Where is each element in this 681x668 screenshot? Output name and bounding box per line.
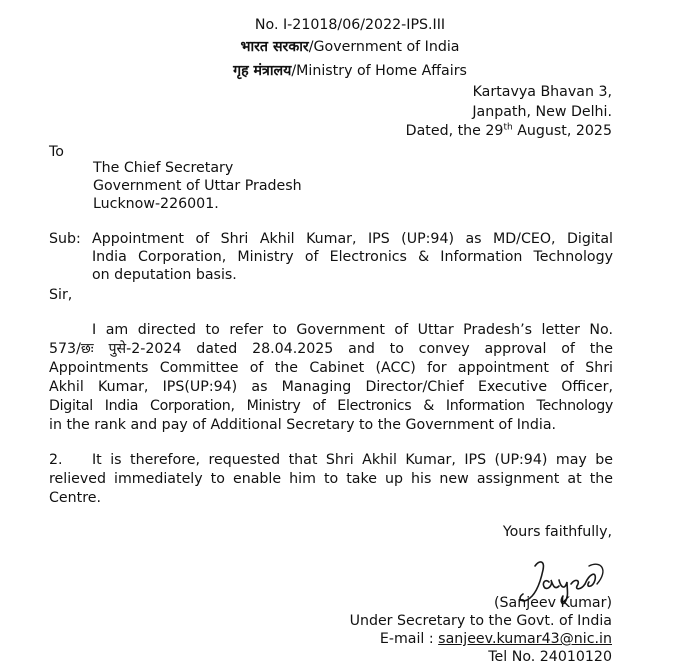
para2-line-1: It is therefore, requested that Shri Akhil Kumar, IPS (UP:94) may be xyxy=(92,452,613,468)
dated-sup: th xyxy=(503,122,513,133)
file-number-text: No. I-21018/06/2022-IPS.III xyxy=(254,17,446,33)
email-line xyxy=(380,629,612,649)
email-label: E-mail : xyxy=(379,631,439,647)
para2-line-3: Centre. xyxy=(49,490,101,506)
para1-line-5: Digital India Corporation, Ministry of Electronics & Information Technology xyxy=(49,398,613,414)
dated-prefix: Dated, the 29 xyxy=(405,123,504,139)
to-label: To xyxy=(49,144,64,160)
subject-line-2: India Corporation, Ministry of Electronics & Information Technology xyxy=(92,249,613,265)
dated-suffix: August, 2025 xyxy=(512,123,612,139)
to-line-1: The Chief Secretary xyxy=(93,160,234,176)
ministry-line xyxy=(160,61,540,81)
govt-english: /Government of India xyxy=(308,39,460,55)
address-line-2: Janpath, New Delhi. xyxy=(472,104,612,120)
para1-line-1: I am directed to refer to Government of Uttar Pradesh’s letter No. xyxy=(92,322,613,338)
para2-number: 2. xyxy=(49,452,63,468)
ministry-english: /Ministry of Home Affairs xyxy=(291,63,467,79)
subject-label: Sub: xyxy=(49,231,81,247)
signatory-designation: Under Secretary to the Govt. of India xyxy=(349,613,612,629)
ministry-hindi: गृह मंत्रालय xyxy=(233,63,292,79)
para2-line-2: relieved immediately to enable him to take up his new assignment at the xyxy=(49,471,613,487)
yours-faithfully: Yours faithfully, xyxy=(502,524,612,540)
signatory-name: (Sanjeev Kumar) xyxy=(493,595,612,611)
to-line-2: Government of Uttar Pradesh xyxy=(93,178,302,194)
file-number xyxy=(180,15,520,35)
subject-line-1: Appointment of Shri Akhil Kumar, IPS (UP:94) as MD/CEO, Digital xyxy=(92,231,613,247)
govt-hindi: भारत सरकार xyxy=(240,39,309,55)
government-line xyxy=(180,37,520,57)
email-link[interactable]: sanjeev.kumar43@nic.in xyxy=(438,631,612,647)
para1-line-2: 573/छः पुसे-2-2024 dated 28.04.2025 and to convey approval of the xyxy=(49,341,613,357)
para1-line-4: Akhil Kumar, IPS(UP:94) as Managing Director/Chief Executive Officer, xyxy=(49,379,613,395)
telephone-number: Tel No. 24010120 xyxy=(488,649,612,665)
subject-line-3: on deputation basis. xyxy=(92,267,237,283)
para1-line-3: Appointments Committee of the Cabinet (ACC) for appointment of Shri xyxy=(49,360,613,376)
salutation: Sir, xyxy=(49,287,73,303)
para1-line-6: in the rank and pay of Additional Secretary to the Government of India. xyxy=(49,417,557,433)
dated-line xyxy=(406,121,612,141)
address-line-1: Kartavya Bhavan 3, xyxy=(472,84,612,100)
to-line-3: Lucknow-226001. xyxy=(93,196,219,212)
